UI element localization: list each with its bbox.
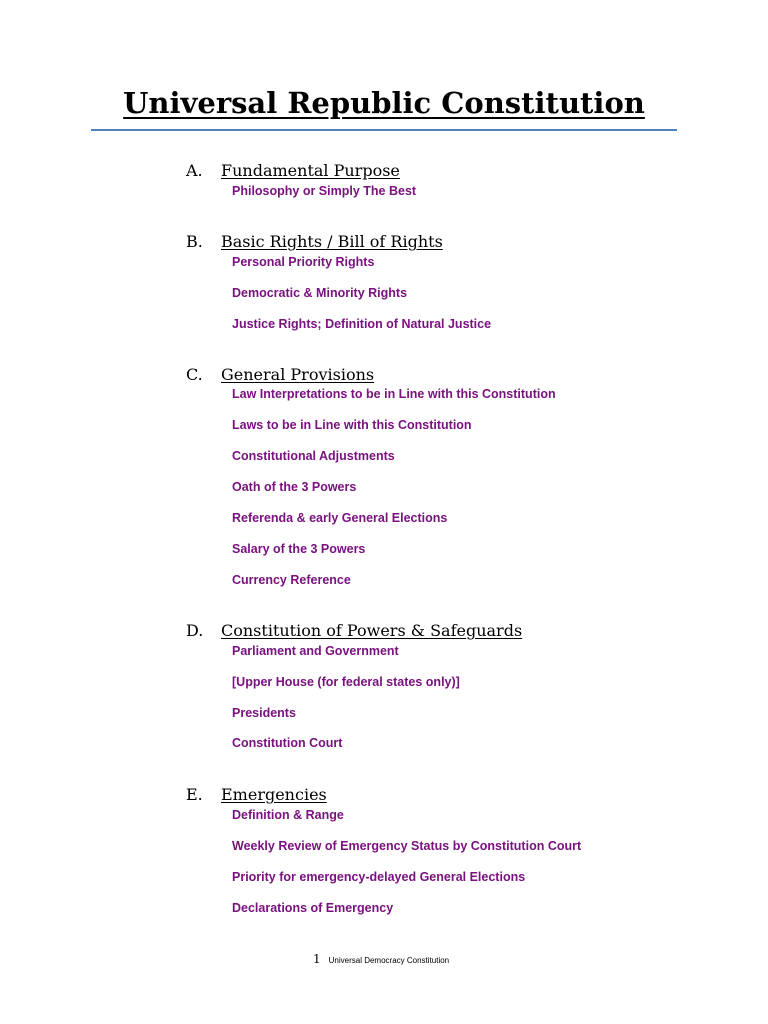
toc-item: Presidents	[232, 706, 296, 720]
toc-item: Laws to be in Line with this Constitution	[232, 418, 472, 432]
toc-item: Constitution Court	[232, 736, 343, 750]
title-rule	[91, 129, 677, 131]
section-letter: D.	[186, 621, 204, 640]
toc-item: Priority for emergency-delayed General Elections	[232, 870, 526, 884]
page-number: 1	[313, 952, 321, 966]
toc-item: Oath of the 3 Powers	[232, 480, 357, 494]
section-heading-c	[186, 365, 374, 384]
toc-item: Parliament and Government	[232, 644, 399, 658]
section-heading-a	[186, 161, 400, 180]
toc-item: Philosophy or Simply The Best	[232, 184, 417, 198]
toc-item: [Upper House (for federal states only)]	[232, 675, 460, 689]
document-title: Universal Republic Constitution	[123, 86, 645, 120]
section-title: Fundamental Purpose	[221, 161, 400, 180]
section-title: Basic Rights / Bill of Rights	[221, 232, 443, 251]
section-heading-d	[186, 621, 522, 640]
toc-item: Referenda & early General Elections	[232, 511, 448, 525]
page-footer	[313, 950, 449, 968]
section-letter: E.	[186, 785, 203, 804]
toc-item: Declarations of Emergency	[232, 901, 394, 915]
section-title: Emergencies	[221, 785, 327, 804]
section-heading-e	[186, 785, 327, 804]
toc-item: Salary of the 3 Powers	[232, 542, 366, 556]
section-letter: B.	[186, 232, 203, 251]
toc-item: Personal Priority Rights	[232, 255, 375, 269]
toc-item: Definition & Range	[232, 808, 344, 822]
section-title: Constitution of Powers & Safeguards	[221, 621, 523, 640]
toc-item: Law Interpretations to be in Line with this Constitution	[232, 387, 556, 401]
toc-item: Democratic & Minority Rights	[232, 286, 408, 300]
footer-text: Universal Democracy Constitution	[328, 956, 450, 965]
section-letter: C.	[186, 365, 203, 384]
toc-item: Constitutional Adjustments	[232, 449, 395, 463]
section-heading-b	[186, 232, 443, 251]
toc-item: Weekly Review of Emergency Status by Constitution Court	[232, 839, 582, 853]
section-letter: A.	[186, 161, 203, 180]
toc-item: Currency Reference	[232, 573, 351, 587]
toc-item: Justice Rights; Definition of Natural Justice	[232, 317, 492, 331]
section-title: General Provisions	[221, 365, 375, 384]
